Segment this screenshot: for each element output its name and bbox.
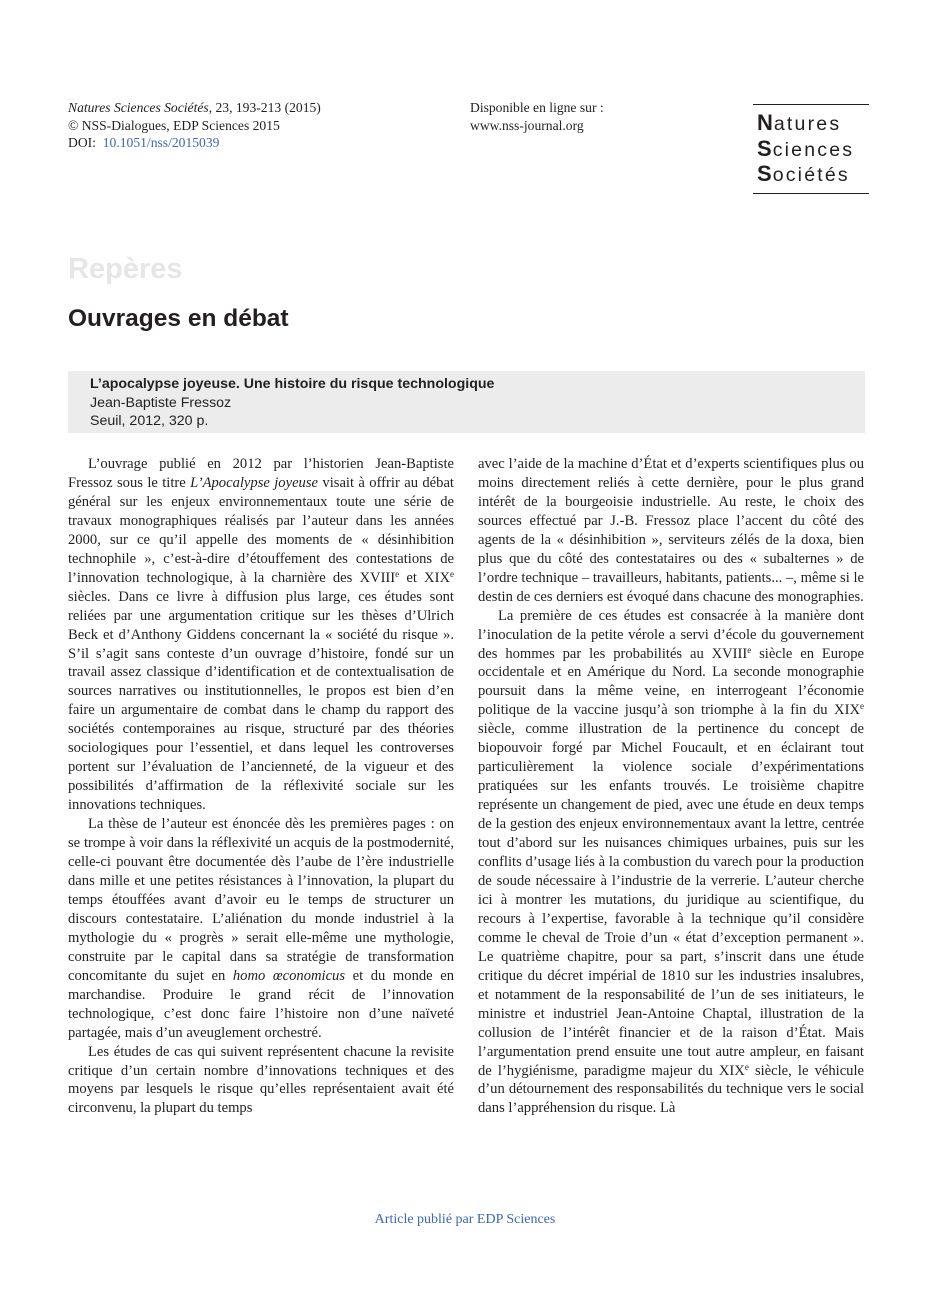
doi-line xyxy=(68,134,321,152)
journal-logo xyxy=(753,104,869,194)
book-publisher: Seuil, 2012, 320 p. xyxy=(90,413,209,429)
logo-line-3: Sociétés xyxy=(757,161,850,186)
paragraph: La première de ces études est consacrée à la manière dont l’inoculation de la petite vérole a servi d’école du gouvernement des hommes par les probabilités au XVIIIe siècle en Europe occidentale et en Amérique du Nord. La seconde monographie poursuit dans la même veine, en interrogeant l’économie politique de la vaccine jusqu’à son triomphe à la fin du XIXe siècle, comme illustration de la pertinence du concept de biopouvoir forgé par Michel Foucault, et en éclairant tout particulièrement la violence sociale d’expérimentations pratiquées sur les enfants trouvés. Le troisième chapitre représente un changement de pied, avec une étude en deux temps de la gestion des enjeux environnementaux avant la lettre, centrée tout d’abord sur les nuisances chimiques urbaines, puis sur les conflits d’usage liés à la combustion du varech pour la production de soude nécessaire à l’industrie de la verrerie. L’auteur cherche ici à montrer les mutations, du juridique au scientifique, du recours à l’expertise, favorable à la technique qu’il considère comme le cheval de Troie d’un « état d’exception permanent ». Le quatrième chapitre, pour sa part, s’inscrit dans une étude critique du décret impérial de 1810 sur les industries insalubres, et notamment de la responsabilité de l’un de ses initiateurs, le ministre et industriel Jean-Antoine Chaptal, illustration de la collusion de l’intérêt financier et de la raison d’État. Mais l’argumentation prend ensuite une tout autre ampleur, en faisant de l’hygiénisme, paradigme majeur du XIXe siècle, le véhicule d’un détournement des responsabilités du technique vers le social dans l’appréhension du risque. Là xyxy=(478,607,865,1117)
publisher-footer[interactable]: Article publié par EDP Sciences xyxy=(374,1212,556,1227)
online-url[interactable]: www.nss-journal.org xyxy=(470,117,584,133)
book-title: L’apocalypse joyeuse. Une histoire du risque technologique xyxy=(90,376,495,392)
doi-link[interactable]: 10.1051/nss/2015039 xyxy=(102,135,220,150)
left-column xyxy=(68,455,454,1118)
right-column xyxy=(478,455,864,1118)
logo-line-2: Sciences xyxy=(757,135,855,161)
italic-term: homo œconomicus xyxy=(232,967,346,984)
paragraph: L’ouvrage publié en 2012 par l’historien Jean-Baptiste Fressoz sous le titre L’Apocalypse joyeuse visait à offrir au débat général sur les enjeux environnementaux toute une série de travaux monographiques réalisés par l’auteur dans les années 2000, sur ce qu’il appelle des moments de « désinhibition technophile », c’est-à-dire d’étouffement des contestations de l’innovation technologique, à la charnière des XVIIIe et XIXe siècles. Dans ce livre à diffusion plus large, ces études sont reliées par une argumentation critique sur les thèses d’Ulrich Beck et d’Anthony Giddens concernant la « société du risque ». S’il s’agit sans conteste d’un ouvrage d’histoire, fondé sur un travail assez classique d’identification et de contextualisation de sources narratives ou institutionnelles, le propos est bien d’en faire un argumentaire de combat dans le champ du rapport des sociétés contemporaines au risque, structuré par des théories sociologiques pour l’essentiel, et dans lequel les controverses portent sur l’évaluation de l’ancienneté, de la vigueur et des possibilités d’affirmation de la réflexivité sociale sur les innovations techniques. xyxy=(68,456,454,814)
volume-pages: , 23, 193-213 (2015) xyxy=(208,100,321,115)
paragraph: Les études de cas qui suivent représentent chacune la revisite critique d’un certain nombre d’innovations techniques et des moyens par lesquels le risque qu’elles représentaient avait été circonvenu, la plupart du temps xyxy=(68,1043,454,1117)
citation-line xyxy=(68,99,321,117)
copyright: © NSS-Dialogues, EDP Sciences 2015 xyxy=(68,117,280,133)
paragraph: La thèse de l’auteur est énoncée dès les premières pages : on se trompe à voir dans la réflexivité un acquis de la postmodernité, celle-ci pouvant être documentée dès l’aube de l’ère industrielle dans mille et une petites résistances à l’innovation, la plupart du temps étouffées avant d’avoir eu le temps de structurer un discours contestataire. L’aliénation du monde industriel à la mythologie du « progrès » serait elle-même une mythologie, construite par le capital dans sa stratégie de transformation concomitante du sujet en homo œconomicus et du monde en marchandise. Produire le grand récit de l’innovation technologique, c’est donc faire l’histoire non d’une naïveté partagée, mais d’un aveuglement orchestré. xyxy=(68,816,454,1041)
online-label: Disponible en ligne sur : xyxy=(470,100,604,115)
journal-name: Natures Sciences Sociétés xyxy=(68,100,209,115)
book-author: Jean-Baptiste Fressoz xyxy=(90,394,232,411)
book-reference-box xyxy=(68,371,865,433)
page-title: Ouvrages en débat xyxy=(68,305,289,332)
logo-line-1: Natures xyxy=(757,110,842,135)
book-title-italic: L’Apocalypse joyeuse xyxy=(190,474,319,491)
paragraph: avec l’aide de la machine d’État et d’experts scientifiques plus ou moins directement reliés à cette dernière, pour le plus grand intérêt de la bourgeoisie industrielle. Au reste, le choix des sources effectué par J.-B. Fressoz place l’accent du côté des agents de la « désinhibition », serviteurs zélés de la doxa, bien plus que du côté des contestataires ou des « subalternes » de l’ordre technique – travailleurs, habitants, patients... –, même si le destin de ces derniers est évoqué dans chacune des monographies. xyxy=(478,456,864,605)
online-availability xyxy=(470,99,604,134)
doi-label: DOI: xyxy=(68,135,96,150)
section-heading: Repères xyxy=(68,253,183,285)
citation-block xyxy=(68,99,321,152)
